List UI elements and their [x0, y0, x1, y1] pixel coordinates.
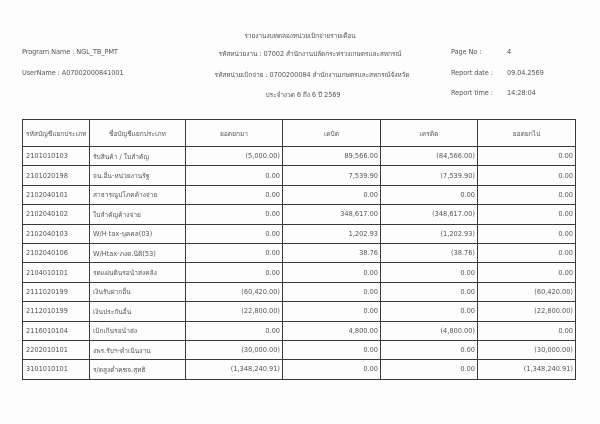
account-name-cell: W/H tax-บุคคล(03) — [90, 224, 186, 243]
brought-forward-cell: (30,000.00) — [186, 340, 283, 359]
table-row — [23, 302, 576, 321]
header-account-code: รหัสบัญชีแยกประเภท — [23, 120, 90, 147]
account-name-cell: เบิกเกินรอนำส่ง — [90, 321, 186, 340]
carried-forward-cell: 0.00 — [478, 321, 576, 340]
brought-forward-cell: 0.00 — [186, 224, 283, 243]
account-code-cell: 2101010103 — [23, 147, 90, 166]
account-name-cell: W/Htax-ภงด.นิติ(53) — [90, 243, 186, 262]
brought-forward-cell: 0.00 — [186, 185, 283, 204]
period-line: ประจำงวด 6 ถึง 6 ปี 2569 — [265, 91, 341, 99]
account-code-cell: 2101020198 — [23, 166, 90, 185]
brought-forward-cell: (22,800.00) — [186, 302, 283, 321]
account-name-cell: จน.อื่น-หน่วยงานรัฐ — [90, 166, 186, 185]
brought-forward-cell: (5,000.00) — [186, 147, 283, 166]
brought-forward-cell: 0.00 — [186, 263, 283, 282]
credit-cell: (1,202.93) — [381, 224, 478, 243]
account-name-cell: งพร.รับฯ-ดำเนินงาน — [90, 340, 186, 359]
account-name-cell: เงินประกันอื่น — [90, 302, 186, 321]
program-name: Program Name : NGL_TB_PMT — [22, 48, 118, 56]
debit-cell: 0.00 — [283, 360, 381, 379]
credit-cell: (38.76) — [381, 243, 478, 262]
account-code-cell: 2104010101 — [23, 263, 90, 282]
account-name-cell: ร/ดสูงต่ำคชจ.สุทธิ — [90, 360, 186, 379]
table-row — [23, 185, 576, 204]
account-code-cell: 2102040101 — [23, 185, 90, 204]
credit-cell: 0.00 — [381, 360, 478, 379]
carried-forward-cell: (30,000.00) — [478, 340, 576, 359]
account-name-cell: เงินรับฝากอื่น — [90, 282, 186, 301]
table-row — [23, 224, 576, 243]
credit-cell: (84,566.00) — [381, 147, 478, 166]
carried-forward-cell: 0.00 — [478, 166, 576, 185]
account-name-cell: สาธารณูปโภคค้างจ่าย — [90, 185, 186, 204]
account-code-cell: 2102040102 — [23, 205, 90, 224]
carried-forward-cell: 0.00 — [478, 243, 576, 262]
carried-forward-cell: 0.00 — [478, 224, 576, 243]
brought-forward-cell: (1,348,240.91) — [186, 360, 283, 379]
debit-cell: 1,202.93 — [283, 224, 381, 243]
table-row — [23, 321, 576, 340]
credit-cell: (4,800.00) — [381, 321, 478, 340]
brought-forward-cell: 0.00 — [186, 321, 283, 340]
carried-forward-cell: (60,420.00) — [478, 282, 576, 301]
table-row — [23, 166, 576, 185]
table-header-row — [23, 120, 576, 147]
account-code-cell: 3101010101 — [23, 360, 90, 379]
carried-forward-cell: (22,800.00) — [478, 302, 576, 321]
debit-cell: 0.00 — [283, 263, 381, 282]
brought-forward-cell: 0.00 — [186, 243, 283, 262]
report-title: รายงานงบทดลองหน่วยเบิกจ่ายรายเดือน — [244, 32, 356, 40]
account-code-cell: 2111020199 — [23, 282, 90, 301]
header-brought-forward: ยอดยกมา — [186, 120, 283, 147]
account-name-cell: รดแผ่นดินรอนำส่งคลัง — [90, 263, 186, 282]
debit-cell: 89,566.00 — [283, 147, 381, 166]
header-credit: เครดิต — [381, 120, 478, 147]
agency-line: รหัสหน่วยงาน : 07002 สำนักงานปลัดกระทรวงเกษตรและสหกรณ์ — [218, 50, 402, 58]
debit-cell: 7,539.90 — [283, 166, 381, 185]
debit-cell: 0.00 — [283, 340, 381, 359]
table-row — [23, 263, 576, 282]
account-code-cell: 2112010199 — [23, 302, 90, 321]
carried-forward-cell: 0.00 — [478, 263, 576, 282]
report-date-label: Report date : — [451, 69, 493, 77]
brought-forward-cell: 0.00 — [186, 166, 283, 185]
header-account-name: ชื่อบัญชีแยกประเภท — [90, 120, 186, 147]
carried-forward-cell: 0.00 — [478, 185, 576, 204]
debit-cell: 348,617.00 — [283, 205, 381, 224]
debit-cell: 0.00 — [283, 302, 381, 321]
table-row — [23, 360, 576, 379]
carried-forward-cell: 0.00 — [478, 205, 576, 224]
page-no-value: 4 — [507, 48, 512, 56]
account-code-cell: 2202010101 — [23, 340, 90, 359]
report-time-label: Report time : — [451, 89, 493, 97]
carried-forward-cell: (1,348,240.91) — [478, 360, 576, 379]
carried-forward-cell: 0.00 — [478, 147, 576, 166]
table-row — [23, 340, 576, 359]
credit-cell: 0.00 — [381, 282, 478, 301]
credit-cell: (7,539.90) — [381, 166, 478, 185]
header-debit: เดบิต — [283, 120, 381, 147]
account-name-cell: ใบสำคัญค้างจ่าย — [90, 205, 186, 224]
debit-cell: 4,800.00 — [283, 321, 381, 340]
username: UserName : A07002000841001 — [22, 69, 124, 77]
credit-cell: 0.00 — [381, 185, 478, 204]
table-row — [23, 243, 576, 262]
account-code-cell: 2116010104 — [23, 321, 90, 340]
debit-cell: 0.00 — [283, 282, 381, 301]
credit-cell: 0.00 — [381, 340, 478, 359]
credit-cell: (348,617.00) — [381, 205, 478, 224]
brought-forward-cell: (60,420.00) — [186, 282, 283, 301]
table-row — [23, 147, 576, 166]
debit-cell: 0.00 — [283, 185, 381, 204]
account-name-cell: รับสินค้า / ใบสำคัญ — [90, 147, 186, 166]
account-code-cell: 2102040103 — [23, 224, 90, 243]
disbursement-unit-line: รหัสหน่วยเบิกจ่าย : 0700200084 สำนักงานเกษตรและสหกรณ์จังหวัด — [214, 71, 410, 79]
table-row — [23, 205, 576, 224]
debit-cell: 38.76 — [283, 243, 381, 262]
trial-balance-table — [22, 119, 576, 380]
brought-forward-cell: 0.00 — [186, 205, 283, 224]
page-no-label: Page No : — [451, 48, 482, 56]
account-code-cell: 2102040106 — [23, 243, 90, 262]
table-row — [23, 282, 576, 301]
credit-cell: 0.00 — [381, 302, 478, 321]
header-carried-forward: ยอดยกไป — [478, 120, 576, 147]
credit-cell: 0.00 — [381, 263, 478, 282]
report-date-value: 09.04.2569 — [507, 69, 544, 77]
report-time-value: 14:28:04 — [507, 89, 536, 97]
